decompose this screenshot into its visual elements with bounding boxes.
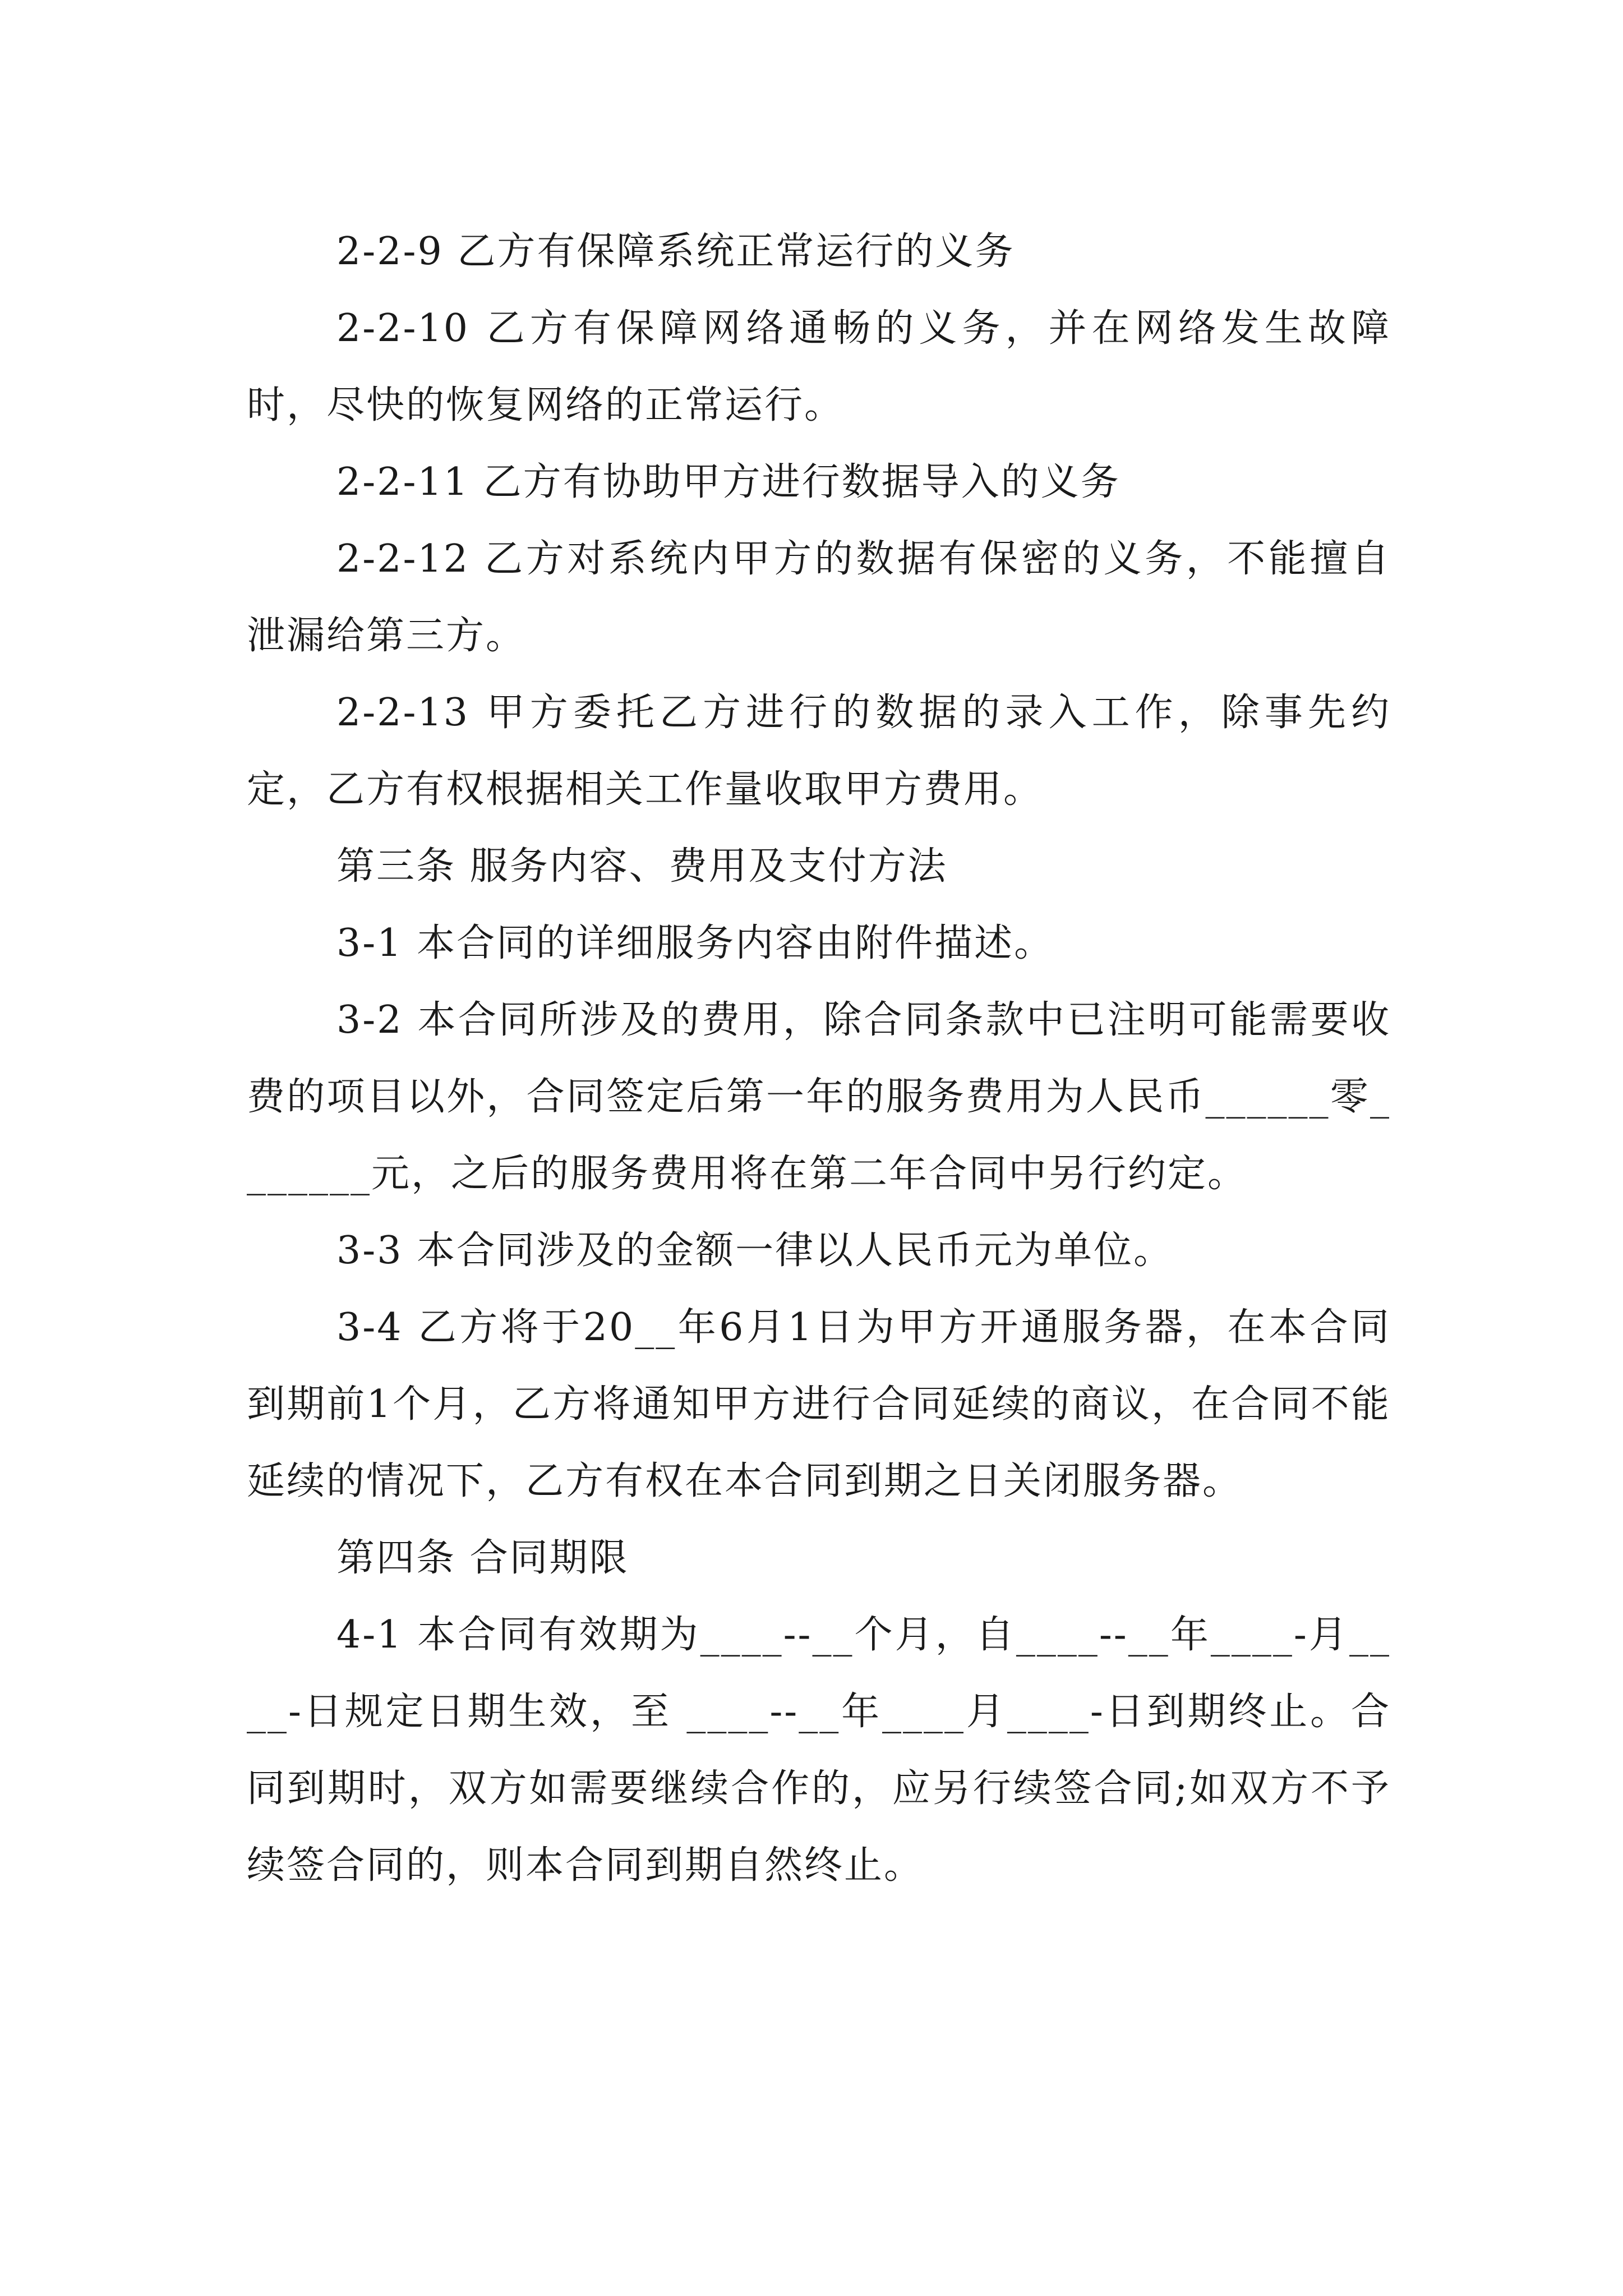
document-page xyxy=(247,213,1391,1904)
clause-3-4: 3-4 乙方将于20__年6月1日为甲方开通服务器，在本合同到期前1个月，乙方将通知甲方进行合同延续的商议，在合同不能延续的情况下，乙方有权在本合同到期之日关闭服务器。 xyxy=(247,1305,1391,1503)
clause-3-1: 3-1 本合同的详细服务内容由附件描述。 xyxy=(336,921,1054,965)
clause-2-2-10: 2-2-10 乙方有保障网络通畅的义务，并在网络发生故障时，尽快的恢复网络的正常运行。 xyxy=(247,306,1391,427)
clause-4-1: 4-1 本合同有效期为____--__个月，自____--__年____-月____-日规定日期生效，至 ____--__年____月____-日到期终止。合同到期时，双方如需要继续合作的，应另行续签合同;如双方不予续签合同的，则本合同到期自然终止。 xyxy=(247,1613,1391,1888)
clause-2-2-13: 2-2-13 甲方委托乙方进行的数据的录入工作，除事先约定，乙方有权根据相关工作量收取甲方费用。 xyxy=(247,691,1391,812)
clause-2-2-12: 2-2-12 乙方对系统内甲方的数据有保密的义务，不能擅自泄漏给第三方。 xyxy=(247,537,1391,658)
clause-3-2: 3-2 本合同所涉及的费用，除合同条款中已注明可能需要收费的项目以外，合同签定后第一年的服务费用为人民币______零_______元，之后的服务费用将在第二年合同中另行约定。 xyxy=(247,998,1391,1196)
article-3-heading: 第三条 服务内容、费用及支付方法 xyxy=(336,844,948,889)
clause-2-2-9: 2-2-9 乙方有保障系统正常运行的义务 xyxy=(336,229,1015,274)
clause-3-3: 3-3 本合同涉及的金额一律以人民币元为单位。 xyxy=(336,1228,1174,1273)
article-4-heading: 第四条 合同期限 xyxy=(336,1536,629,1580)
clause-2-2-11: 2-2-11 乙方有协助甲方进行数据导入的义务 xyxy=(336,460,1121,504)
